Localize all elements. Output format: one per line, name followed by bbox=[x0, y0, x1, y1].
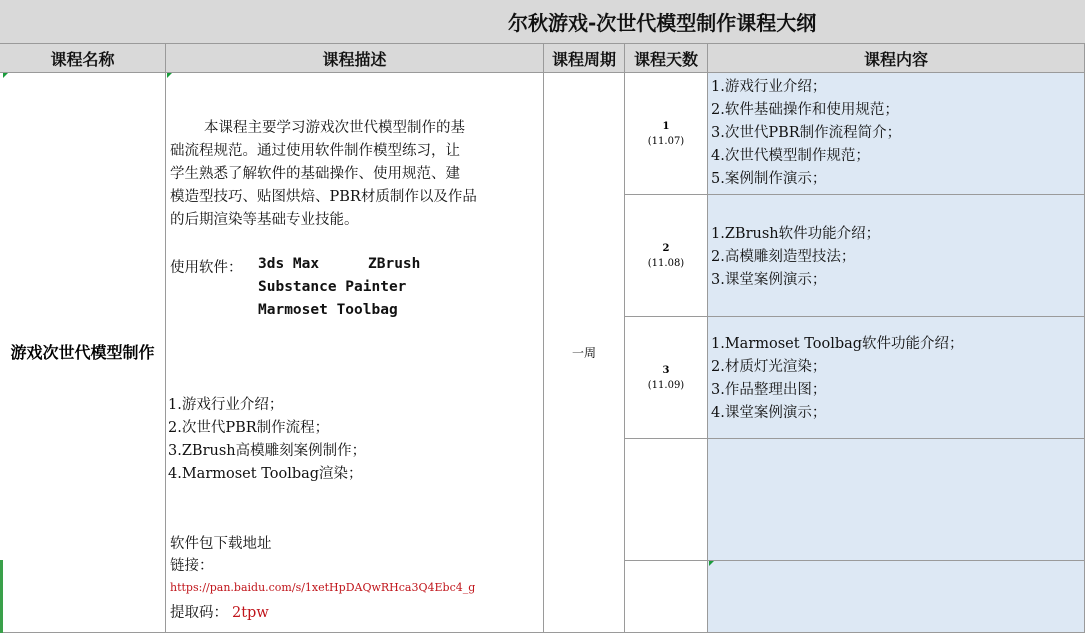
course-name-cell[interactable] bbox=[0, 73, 166, 633]
topic-item: 2.次世代PBR制作流程； bbox=[168, 420, 330, 436]
software-zbrush: ZBrush bbox=[368, 256, 421, 272]
content-item: 1.游戏行业介绍； bbox=[711, 79, 827, 95]
content-item: 3.课堂案例演示； bbox=[711, 272, 827, 288]
content-item: 4.次世代模型制作规范； bbox=[711, 148, 870, 164]
header-course-days[interactable]: 课程天数 bbox=[625, 44, 708, 73]
day-number: 2 bbox=[662, 242, 670, 254]
cell-comment-marker bbox=[167, 73, 172, 78]
header-course-name[interactable]: 课程名称 bbox=[0, 44, 166, 73]
content-item: 3.次世代PBR制作流程简介； bbox=[711, 125, 902, 141]
content-cell-empty[interactable] bbox=[708, 561, 1085, 633]
content-cell-3[interactable] bbox=[708, 317, 1085, 439]
topic-item: 3.ZBrush高模雕刻案例制作； bbox=[168, 443, 367, 459]
day-date: (11.07) bbox=[647, 135, 685, 147]
software-marmoset-toolbag: Marmoset Toolbag bbox=[258, 302, 398, 318]
download-label: 软件包下载地址 bbox=[170, 536, 272, 552]
content-item: 2.材质灯光渲染； bbox=[711, 359, 827, 375]
day-date: (11.09) bbox=[647, 379, 685, 391]
software-3ds-max: 3ds Max bbox=[258, 256, 320, 272]
day-cell-empty[interactable] bbox=[625, 439, 708, 561]
software-substance-painter: Substance Painter bbox=[258, 279, 407, 295]
topic-item: 1.游戏行业介绍； bbox=[168, 397, 284, 413]
extraction-code: 2tpw bbox=[232, 605, 269, 621]
header-course-period[interactable]: 课程周期 bbox=[544, 44, 625, 73]
content-item: 2.高模雕刻造型技法； bbox=[711, 249, 856, 265]
day-cell-empty[interactable] bbox=[625, 561, 708, 633]
intro-line: 本课程主要学习游戏次世代模型制作的基 bbox=[204, 120, 465, 136]
header-course-description[interactable]: 课程描述 bbox=[166, 44, 544, 73]
course-name: 游戏次世代模型制作 bbox=[10, 342, 155, 362]
selection-edge bbox=[0, 560, 3, 633]
header-course-content[interactable]: 课程内容 bbox=[708, 44, 1085, 73]
day-cell-2[interactable] bbox=[625, 195, 708, 317]
content-item: 3.作品整理出图； bbox=[711, 382, 827, 398]
day-number: 1 bbox=[662, 120, 670, 132]
software-label: 使用软件： bbox=[170, 260, 243, 276]
intro-line: 础流程规范。通过使用软件制作模型练习，让 bbox=[170, 143, 460, 159]
content-item: 1.Marmoset Toolbag软件功能介绍； bbox=[711, 336, 964, 352]
course-description-cell[interactable] bbox=[166, 73, 544, 633]
content-item: 5.案例制作演示； bbox=[711, 171, 827, 187]
topic-item: 4.Marmoset Toolbag渲染； bbox=[168, 466, 363, 482]
cell-comment-marker bbox=[3, 73, 8, 78]
content-cell-2[interactable] bbox=[708, 195, 1085, 317]
intro-line: 学生熟悉了解软件的基础操作、使用规范、建 bbox=[170, 166, 460, 182]
content-cell-1[interactable] bbox=[708, 73, 1085, 195]
day-cell-3[interactable] bbox=[625, 317, 708, 439]
day-number: 3 bbox=[662, 364, 670, 376]
intro-line: 模造型技巧、贴图烘焙、PBR材质制作以及作品 bbox=[170, 189, 477, 205]
course-period: 一周 bbox=[571, 346, 596, 360]
download-link[interactable]: https://pan.baidu.com/s/1xetHpDAQwRHca3Q4Ebc4_g bbox=[170, 581, 476, 594]
day-date: (11.08) bbox=[647, 257, 685, 269]
content-item: 1.ZBrush软件功能介绍； bbox=[711, 226, 881, 242]
extraction-code-row bbox=[170, 601, 269, 622]
content-item: 4.课堂案例演示； bbox=[711, 405, 827, 421]
content-item: 2.软件基础操作和使用规范； bbox=[711, 102, 899, 118]
intro-line: 的后期渲染等基础专业技能。 bbox=[170, 212, 359, 228]
cell-comment-marker bbox=[709, 561, 714, 566]
day-cell-1[interactable] bbox=[625, 73, 708, 195]
sheet-title[interactable]: 尔秋游戏-次世代模型制作课程大纲 bbox=[0, 0, 1085, 44]
course-period-cell[interactable] bbox=[544, 73, 625, 633]
code-label: 提取码： bbox=[170, 605, 228, 621]
content-cell-empty[interactable] bbox=[708, 439, 1085, 561]
link-label: 链接： bbox=[170, 558, 214, 574]
